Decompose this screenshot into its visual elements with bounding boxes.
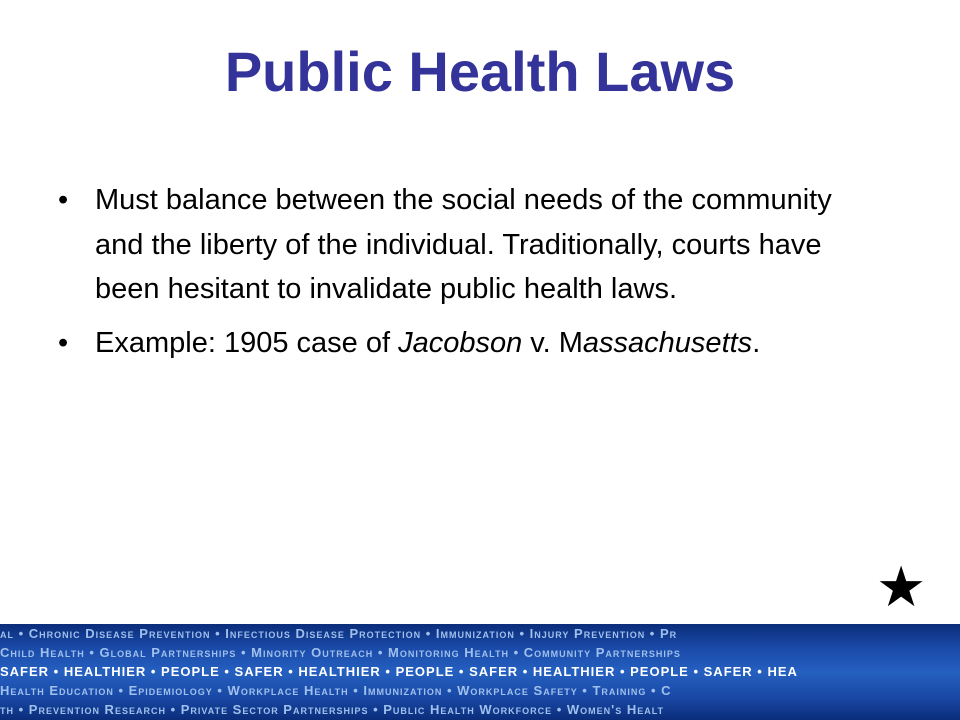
case-name-massachusetts: assachusetts: [582, 326, 753, 359]
bullet-marker: •: [58, 326, 69, 359]
banner-row-2: Child Health • Global Partnerships • Minority Outreach • Monitoring Health • Community Partnerships: [0, 645, 681, 660]
bullet-list: [58, 178, 878, 374]
bullet-text-middle: v. M: [522, 326, 583, 359]
banner-row-4: Health Education • Epidemiology • Workplace Health • Immunization • Workplace Safety • Training • C: [0, 683, 672, 698]
footer-banner: [0, 624, 960, 720]
bullet-text-after: .: [752, 326, 761, 359]
bullet-item-1: [58, 178, 878, 312]
banner-row-1: al • Chronic Disease Prevention • Infectious Disease Protection • Immunization • Injury Prevention • Pr: [0, 626, 678, 641]
bullet-marker: •: [58, 184, 69, 216]
banner-row-5: th • Prevention Research • Private Sector Partnerships • Public Health Workforce • Women's Healt: [0, 702, 665, 717]
bullet-text: Must balance between the social needs of the community and the liberty of the individual. Traditionally, courts have been hesitant to invalidate public health laws.: [95, 184, 832, 305]
star-icon: ★: [876, 555, 927, 620]
slide-title: Public Health Laws: [224, 40, 736, 103]
bullet-text-before: Example: 1905 case of: [95, 326, 399, 359]
bullet-item-2: [58, 321, 878, 366]
case-name-jacobson: Jacobson: [398, 326, 523, 359]
banner-row-3: SAFER • HEALTHIER • PEOPLE • SAFER • HEALTHIER • PEOPLE • SAFER • HEALTHIER • PEOPLE • SAFER • HEA: [0, 664, 798, 679]
